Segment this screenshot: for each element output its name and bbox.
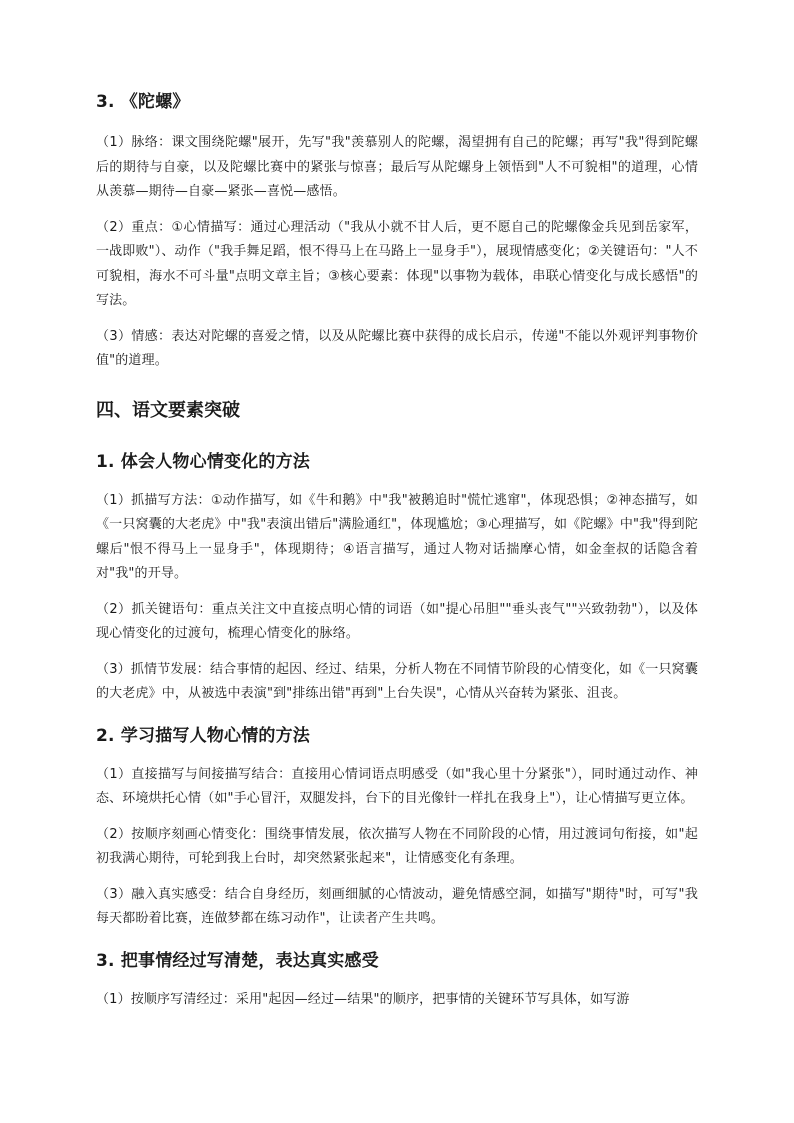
tuoluo-paragraph-2: （2）重点：①心情描写：通过心理活动（"我从小就不甘人后，更不愿自己的陀螺像金兵见到岳家军，一战即败"）、动作（"我手舞足蹈，恨不得马上在马路上一显身手"），展现情感变化；②关键语句："人不可貌相，海水不可斗量"点明文章主旨；③核心要素：体现"以事物为载体，串联心情变化与成长感悟"的写法。 [96,219,698,308]
method-3-title: 3. 把事情经过写清楚，表达真实感受 [96,950,379,971]
tuoluo-paragraph-1: （1）脉络：课文围绕陀螺"展开，先写"我"羡慕别人的陀螺，渴望拥有自己的陀螺；再写"我"得到陀螺后的期待与自豪，以及陀螺比赛中的紧张与惊喜；最后写从陀螺身上领悟到"人不可貌相"的道理，心情从羡慕—期待—自豪—紧张—喜悦—感悟。 [96,135,698,199]
method-1-paragraph-2: （2）抓关键语句：重点关注文中直接点明心情的词语（如"提心吊胆""垂头丧气""兴致勃勃"），以及体现心情变化的过渡句，梳理心情变化的脉络。 [96,601,698,641]
method-2-paragraph-3: （3）融入真实感受：结合自身经历，刻画细腻的心情波动，避免情感空洞，如描写"期待"时，可写"我每天都盼着比赛，连做梦都在练习动作"，让读者产生共鸣。 [96,886,698,926]
tuoluo-paragraph-3: （3）情感：表达对陀螺的喜爱之情，以及从陀螺比赛中获得的成长启示，传递"不能以外观评判事物价值"的道理。 [96,328,698,368]
section-four-title: 四、语文要素突破 [96,399,240,421]
method-2-paragraph-1: （1）直接描写与间接描写结合：直接用心情词语点明感受（如"我心里十分紧张"），同时通过动作、神态、环境烘托心情（如"手心冒汗，双腿发抖，台下的目光像针一样扎在我身上"），让心情描写更立体。 [96,766,698,806]
method-1-title: 1. 体会人物心情变化的方法 [96,451,311,472]
method-1-paragraph-1: （1）抓描写方法：①动作描写，如《牛和鹅》中"我"被鹅追时"慌忙逃窜"，体现恐惧；②神态描写，如《一只窝囊的大老虎》中"我"表演出错后"满脸通红"，体现尴尬；③心理描写，如《陀螺》中"我"得到陀螺后"恨不得马上一显身手"，体现期待；④语言描写，通过人物对话揣摩心情，如金奎叔的话隐含着对"我"的开导。 [96,492,698,581]
method-3-paragraph-1: （1）按顺序写清经过：采用"起因—经过—结果"的顺序，把事情的关键环节写具体，如写游 [96,991,630,1007]
document-page [96,88,698,1012]
method-1-paragraph-3: （3）抓情节发展：结合事情的起因、经过、结果，分析人物在不同情节阶段的心情变化，如《一只窝囊的大老虎》中，从被选中表演"到"排练出错"再到"上台失误"，心情从兴奋转为紧张、沮丧。 [96,661,698,701]
section-title-tuoluo: 3. 《陀螺》 [96,92,190,112]
method-2-title: 2. 学习描写人物心情的方法 [96,725,311,746]
method-2-paragraph-2: （2）按顺序刻画心情变化：围绕事情发展，依次描写人物在不同阶段的心情，用过渡词句衔接，如"起初我满心期待，可轮到我上台时，却突然紧张起来"，让情感变化有条理。 [96,826,698,866]
